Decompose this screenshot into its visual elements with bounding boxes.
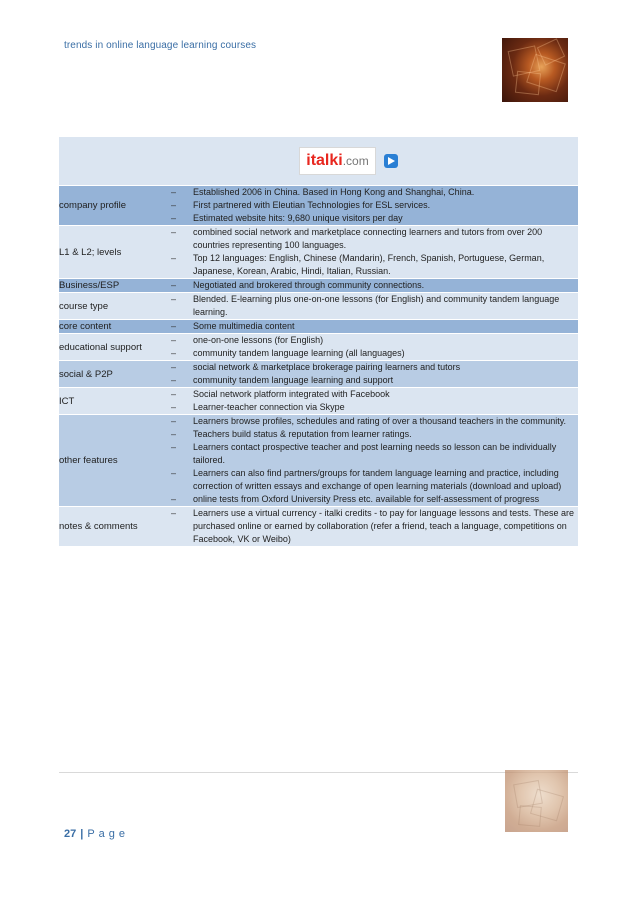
italki-profile-table: [59, 136, 578, 546]
row-item: – Learner-teacher connection via Skype: [171, 401, 578, 414]
page-word: Page: [87, 828, 130, 840]
table-row: [59, 361, 578, 388]
row-label: notes & comments: [59, 507, 171, 547]
row-item-list: [171, 388, 578, 414]
row-item-list: [171, 226, 578, 278]
table-row: [59, 226, 578, 279]
row-item: – Blended. E-learning plus one-on-one lessons (for English) and community tandem language learning.: [171, 293, 578, 319]
row-label: other features: [59, 415, 171, 507]
logo-group: [299, 147, 397, 175]
row-label: course type: [59, 293, 171, 320]
row-item-list: [171, 334, 578, 360]
row-content: [171, 279, 578, 293]
row-content: [171, 415, 578, 507]
row-item-list: [171, 507, 578, 546]
row-label: educational support: [59, 334, 171, 361]
header-decorative-image: [502, 38, 568, 102]
page-number: [64, 828, 129, 840]
row-item-list: [171, 415, 578, 506]
logo-brand: italki: [306, 152, 343, 169]
table-row: [59, 415, 578, 507]
row-label: L1 & L2; levels: [59, 226, 171, 279]
row-item: – Learners browse profiles, schedules and rating of over a thousand teachers in the community.: [171, 415, 578, 428]
row-item: – Learners contact prospective teacher and post learning needs so lesson can be individually tailored.: [171, 441, 578, 467]
row-content: [171, 388, 578, 415]
row-item: – Teachers build status & reputation from learner ratings.: [171, 428, 578, 441]
row-item: – Negotiated and brokered through community connections.: [171, 279, 578, 292]
row-item: – community tandem language learning (all languages): [171, 347, 578, 360]
table-row: [59, 507, 578, 547]
table-row: [59, 293, 578, 320]
italki-logo: [299, 147, 375, 175]
row-content: [171, 320, 578, 334]
row-item: – combined social network and marketplace connecting learners and tutors from over 200 countries representing 100 languages.: [171, 226, 578, 252]
row-item: – social network & marketplace brokerage pairing learners and tutors: [171, 361, 578, 374]
table-row: [59, 186, 578, 226]
logo-cell: [59, 137, 578, 186]
play-icon: [384, 154, 398, 168]
page-separator: |: [80, 828, 84, 840]
row-item: – Social network platform integrated with Facebook: [171, 388, 578, 401]
logo-row: [59, 137, 578, 186]
row-item: – Learners can also find partners/groups for tandem language learning and practice, including correction of written essays and exchange of open learning materials (download and upload): [171, 467, 578, 493]
table-row: [59, 320, 578, 334]
table-row: [59, 279, 578, 293]
row-label: social & P2P: [59, 361, 171, 388]
row-item: – Established 2006 in China. Based in Hong Kong and Shanghai, China.: [171, 186, 578, 199]
row-item-list: [171, 293, 578, 319]
row-label: Business/ESP: [59, 279, 171, 293]
row-content: [171, 226, 578, 279]
row-item-list: [171, 320, 578, 333]
row-content: [171, 186, 578, 226]
table-row: [59, 334, 578, 361]
footer-divider: [59, 772, 578, 773]
page-number-value: 27: [64, 828, 77, 840]
row-label: company profile: [59, 186, 171, 226]
row-item: – Top 12 languages: English, Chinese (Mandarin), French, Spanish, Portuguese, German, Japanese, Korean, Arabic, Hindi, Italian, Russian.: [171, 252, 578, 278]
row-item: – online tests from Oxford University Press etc. available for self-assessment of progress: [171, 493, 578, 506]
row-item: – one-on-one lessons (for English): [171, 334, 578, 347]
row-content: [171, 361, 578, 388]
row-item-list: [171, 361, 578, 387]
table-row: [59, 388, 578, 415]
row-content: [171, 334, 578, 361]
row-item-list: [171, 279, 578, 292]
row-label: ICT: [59, 388, 171, 415]
row-item-list: [171, 186, 578, 225]
logo-suffix: .com: [342, 154, 369, 168]
row-item: – Learners use a virtual currency - italki credits - to pay for language lessons and tests. These are purchased online or earned by collaboration (refer a friend, teach a language, competitions on Facebook, VK or Weibo): [171, 507, 578, 546]
row-item: – First partnered with Eleutian Technologies for ESL services.: [171, 199, 578, 212]
row-content: [171, 293, 578, 320]
footer-decorative-image: [505, 770, 568, 832]
document-header-title: trends in online language learning courses: [64, 40, 257, 51]
row-item: – Estimated website hits: 9,680 unique visitors per day: [171, 212, 578, 225]
row-item: – Some multimedia content: [171, 320, 578, 333]
row-content: [171, 507, 578, 547]
row-item: – community tandem language learning and support: [171, 374, 578, 387]
row-label: core content: [59, 320, 171, 334]
